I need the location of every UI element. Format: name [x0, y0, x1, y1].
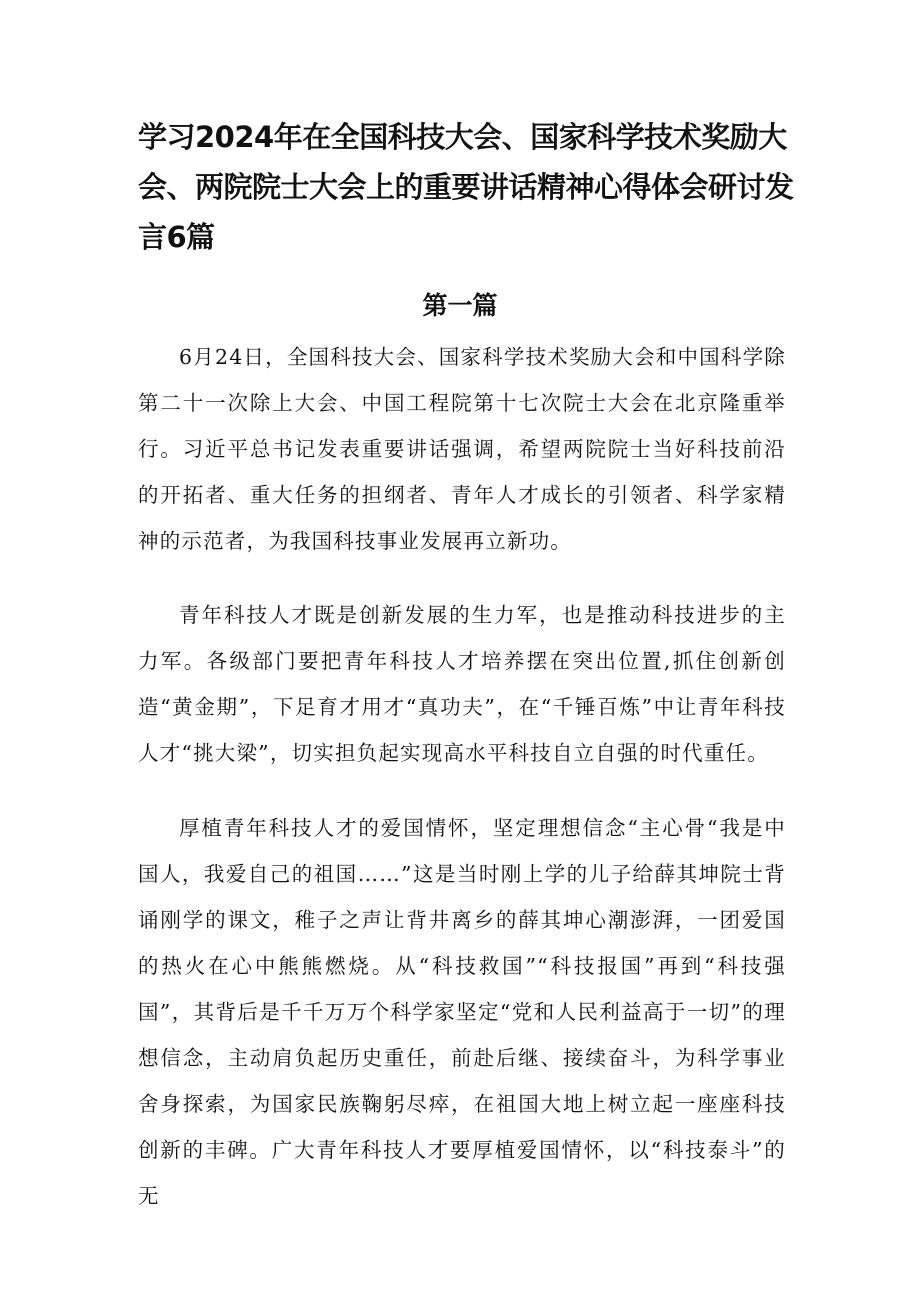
paragraph-1: 6月24日，全国科技大会、国家科学技术奖励大会和中国科学除第二十一次除上大会、中国工程院第十七次院士大会在北京隆重举行。习近平总书记发表重要讲话强调，希望两院院士当好科技前沿的开拓者、重大任务的担纲者、青年人才成长的引领者、科学家精神的示范者，为我国科技事业发展再立新功。 [138, 345, 786, 553]
paragraph-3: 厚植青年科技人才的爱国情怀，坚定理想信念“主心骨“我是中国人，我爱自己的祖国……”这是当时刚上学的儿子给薛其坤院士背诵刚学的课文，稚子之声让背井离乡的薛其坤心潮澎湃，一团爱国的热火在心中熊熊燃烧。从“科技救国”“科技报国”再到“科技强国”，其背后是千千万万个科学家坚定“党和人民利益高于一切”的理想信念，主动肩负起历史重任，前赴后继、接续奋斗，为科学事业舍身探索，为国家民族鞠躬尽瘁，在祖国大地上树立起一座座科技创新的丰碑。广大青年科技人才要厚植爱国情怀，以“科技泰斗”的无 [138, 816, 786, 1208]
document-title: 学习2024年在全国科技大会、国家科学技术奖励大会、两院院士大会上的重要讲话精神心得体会研讨发言6篇 [138, 120, 794, 254]
section-heading: 第一篇 [422, 291, 498, 320]
paragraph-2: 青年科技人才既是创新发展的生力军，也是推动科技进步的主力军。各级部门要把青年科技人才培养摆在突出位置,抓住创新创造“黄金期”，下足育才用才“真功夫”，在“千锤百炼”中让青年科技人才“挑大梁”，切实担负起实现高水平科技自立自强的时代重任。 [138, 603, 786, 765]
